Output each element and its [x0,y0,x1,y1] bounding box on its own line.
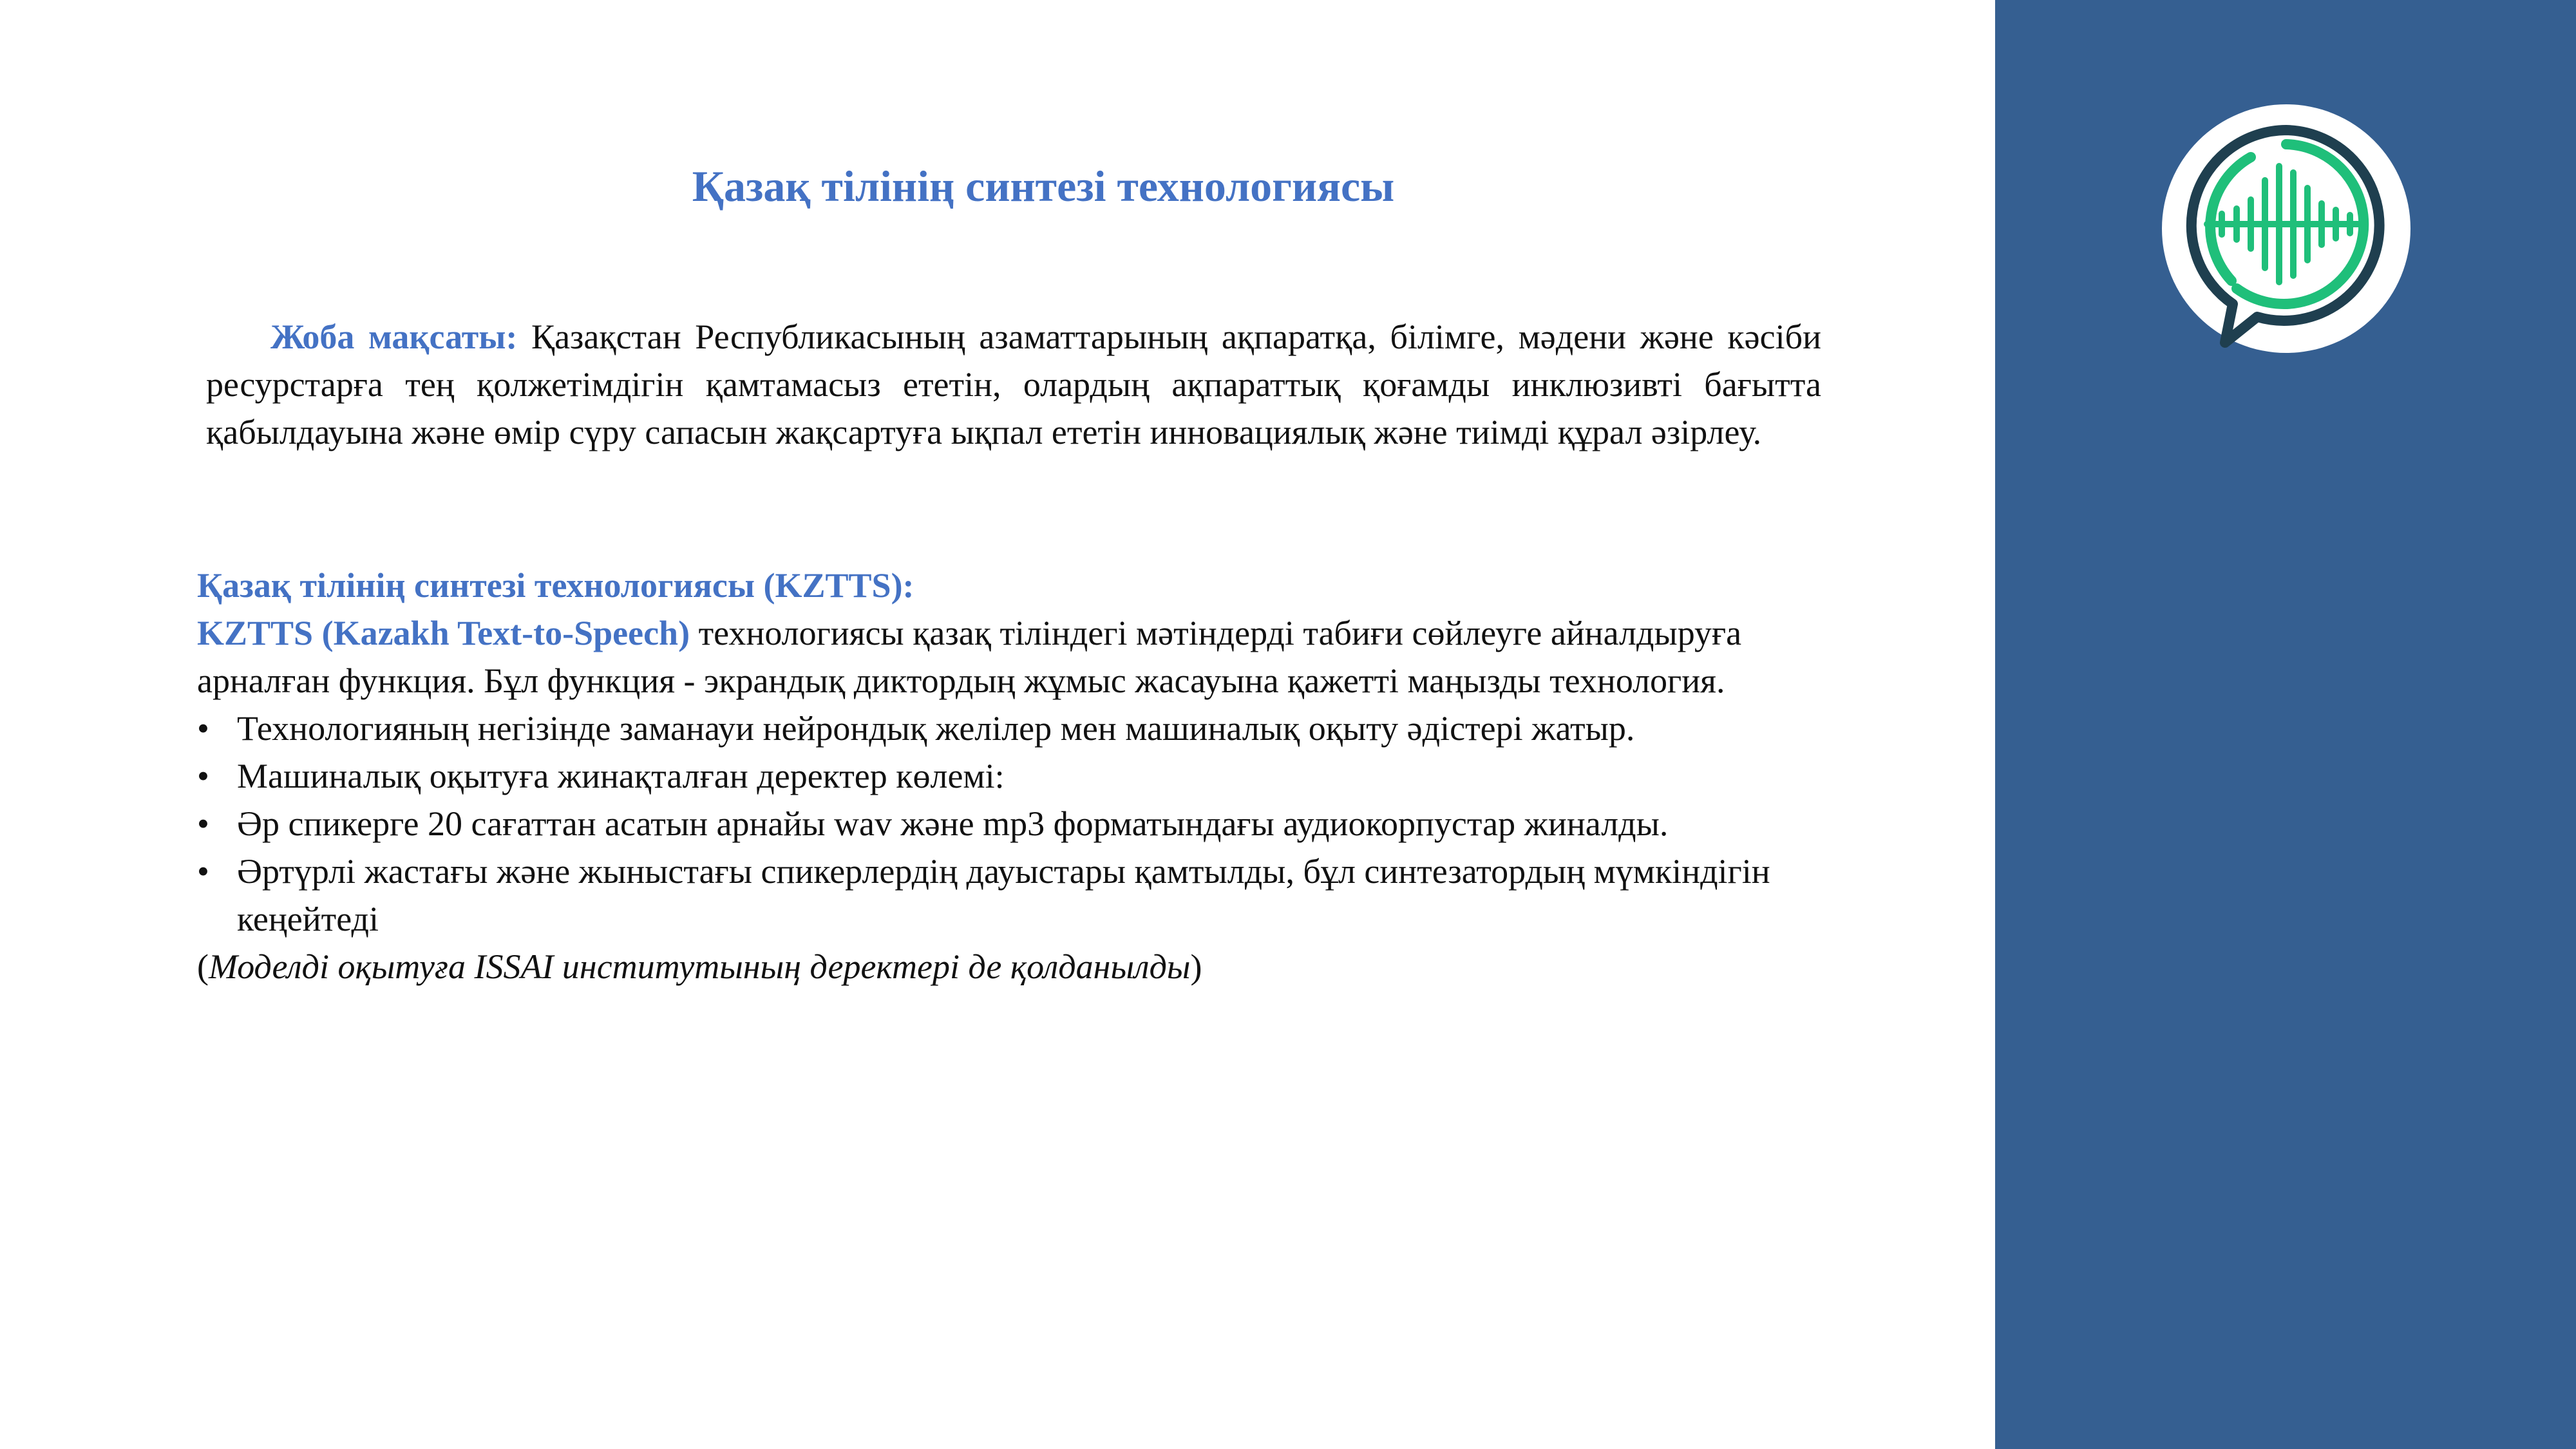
list-item-text: Машиналық оқытуға жинақталған деректер көлемі: [237,757,1005,795]
list-item [197,800,1846,848]
bullet-marker: • [197,804,209,843]
kztts-intro-text: технологиясы қазақ тіліндегі мәтіндерді табиғи сөйлеуге айналдыруға арналған функция. Бұл функция - экрандық диктордың жұмыс жасауына қажетті маңызды технология. [197,614,1742,700]
bullet-marker: • [197,709,209,748]
project-goal-text: Қазақстан Республикасының азаматтарының ақпаратқа, білімге, мәдени және кәсіби ресурстарға тең қолжетімдігін қамтамасыз ететін, олардың ақпараттық қоғамды инклюзивті бағытта қабылдауына және өмір сүру сапасын жақсартуға ықпал ететін инновациялық және тиімді құрал әзірлеу. [206,317,1821,451]
kztts-bullet-list [197,705,1846,943]
list-item [197,752,1846,800]
list-item [197,848,1846,943]
speech-bubble-soundwave-icon [2161,103,2412,354]
page-title: Қазақ тілінің синтезі технологиясы [692,162,1395,211]
list-item-text: Әр спикерге 20 сағаттан асатын арнайы wav және mp3 форматындағы аудиокорпустар жиналды. [237,804,1669,843]
dataset-note-text: Моделді оқытуға ISSAI институтының деректері де қолданылды [208,947,1191,986]
project-goal-label: Жоба мақсаты: [270,317,518,356]
dataset-note-open: ( [197,947,209,986]
dataset-note-close: ) [1190,947,1202,986]
kztts-intro [197,609,1846,705]
bullet-marker: • [197,852,209,891]
logo-graphic [2161,103,2412,354]
list-item-text: Әртүрлі жастағы және жыныстағы спикерлердің дауыстары қамтылды, бұл синтезатордың мүмкіндігін кеңейтеді [237,852,1770,938]
project-goal-paragraph [206,313,1821,456]
kztts-heading: Қазақ тілінің синтезі технологиясы (KZTTS): [197,566,914,605]
kztts-section [197,562,1846,990]
bullet-marker: • [197,757,209,795]
kztts-intro-label: KZTTS (Kazakh Text-to-Speech) [197,614,690,652]
list-item-text: Технологияның негізінде заманауи нейрондық желілер мен машиналық оқыту әдістері жатыр. [237,709,1635,748]
dataset-note [197,943,1846,990]
list-item [197,705,1846,752]
